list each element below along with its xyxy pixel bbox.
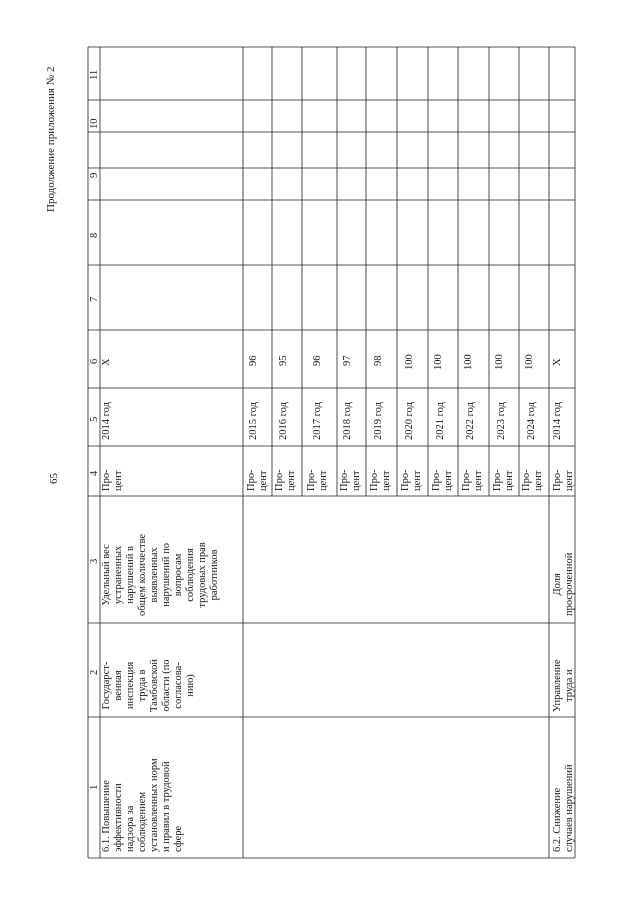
row-2018-value: 97 [342,355,353,366]
row-6-2-executor: Управление труда и [552,659,575,712]
row-2015-year: 2015 год [248,402,259,440]
row-6-1-indicator: Удельный вес устраненных нарушений в общем количестве выявленных нарушений по вопросам соблюдения трудовых прав работников [101,533,220,616]
row-6-2-year: 2014 год [552,402,563,440]
row-2022-year: 2022 год [465,402,476,440]
continuation-label: Продолжение приложения № 2 [45,66,57,212]
row-2022-value: 100 [463,354,474,370]
row-2024-year: 2024 год [526,402,537,440]
col-number-10: 10 [89,118,100,129]
col-number-4: 4 [89,470,100,476]
row-2021-value: 100 [433,354,444,370]
row-2022-unit: Про- цент [461,469,484,491]
row-6-1-value: X [101,358,112,366]
row-2015-unit: Про- цент [246,469,269,491]
row-6-1-year: 2014 год [101,402,112,440]
col-number-1: 1 [89,784,100,790]
row-2020-value: 100 [404,354,415,370]
row-2019-value: 98 [373,355,384,366]
col-number-7: 7 [89,296,100,302]
row-2016-value: 95 [278,355,289,366]
page-number: 65 [48,473,60,484]
col-number-3: 3 [89,558,100,564]
row-2019-year: 2019 год [373,402,384,440]
row-2017-unit: Про- цент [306,469,329,491]
row-6-1-unit: Про- цент [101,469,124,491]
row-2015-value: 96 [248,355,259,366]
row-2017-year: 2017 год [312,402,323,440]
row-2021-year: 2021 год [435,402,446,440]
row-6-2-measure: 6.2. Снижение случаев нарушений [552,764,575,852]
row-2019-unit: Про- цент [369,469,392,491]
row-2020-unit: Про- цент [400,469,423,491]
row-6-1-measure: 6.1. Повышение эффективности надзора за соблюдением установленных норм и правил в трудовой сфере [101,758,184,852]
row-2021-unit: Про- цент [431,469,454,491]
row-2018-unit: Про- цент [339,469,362,491]
col-number-5: 5 [89,416,100,422]
row-2023-value: 100 [494,354,505,370]
row-2016-year: 2016 год [278,402,289,440]
row-6-2-indicator: Доля просроченной [552,552,575,616]
row-6-2-unit: Про- цент [552,469,575,491]
row-2024-value: 100 [524,354,535,370]
row-2024-unit: Про- цент [521,469,544,491]
row-6-1-executor: Государст- венная инспекция труда в Тамбовской области (по согласова- нию) [101,658,196,712]
row-2018-year: 2018 год [342,402,353,440]
col-number-11: 11 [89,69,100,80]
row-2020-year: 2020 год [404,402,415,440]
col-number-6: 6 [89,358,100,364]
row-2023-unit: Про- цент [492,469,515,491]
col-number-2: 2 [89,669,100,675]
col-number-8: 8 [89,232,100,238]
row-2017-value: 96 [312,355,323,366]
col-number-9: 9 [89,172,100,178]
row-6-2-value: X [552,358,563,366]
row-2023-year: 2023 год [496,402,507,440]
row-2016-unit: Про- цент [274,469,297,491]
